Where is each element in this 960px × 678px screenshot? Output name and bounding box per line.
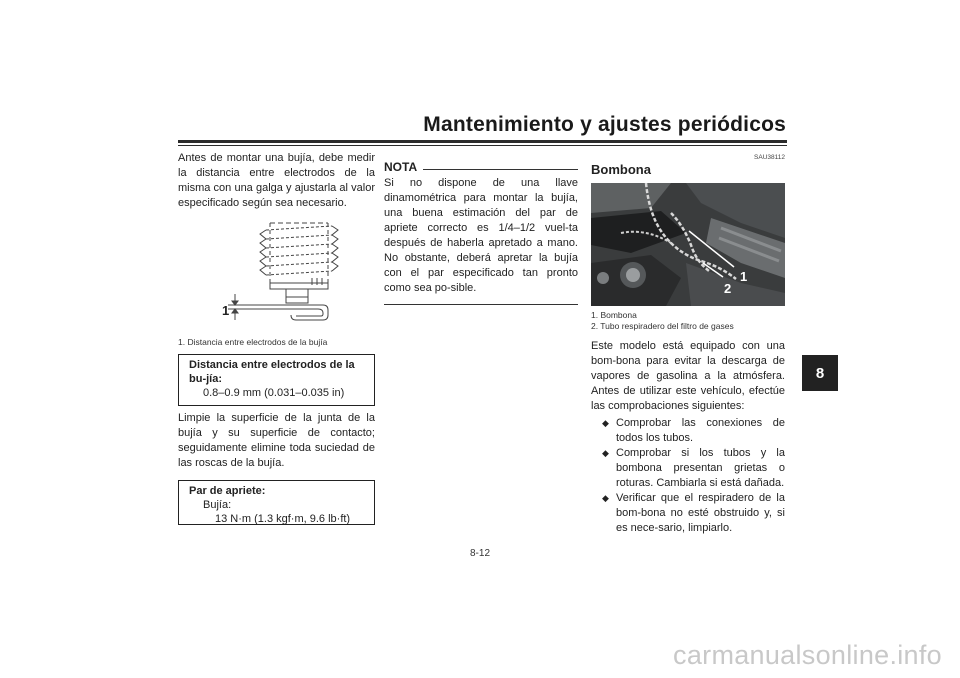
figure-callout-1: 1 [222, 303, 230, 318]
canister-body: Este modelo está equipado con una bom-bona para evitar la descarga de vapores de gasolina a la atmósfera. Antes de utilizar este vehículo, efectúe las comprobaciones siguientes: [591, 340, 785, 412]
nota-rule [423, 169, 578, 170]
torque-spec-box [178, 480, 375, 525]
gap-spec-box [178, 354, 375, 406]
list-item-text: Comprobar las conexiones de todos los tubos. [616, 417, 785, 444]
spark-plug-figure [178, 218, 375, 323]
middle-column [384, 151, 578, 305]
nota-text: Si no dispone de una llave dinamométrica para montar la bujía, una buena estimación del par de apriete correcto es 1/4–1/2 vuel-ta después de haberla apretado a mano. No obstante, deberá apretar la bujía con el par especificado tan pronto como sea po-sible. [384, 177, 578, 294]
photo-caption-1: 1. Bombona [591, 310, 637, 320]
left-column [178, 151, 375, 525]
list-item [591, 491, 785, 536]
clean-instructions: Limpie la superficie de la junta de la bujía y su superficie de contacto; seguidamente elimine toda suciedad de las roscas de la bujía. [178, 412, 375, 469]
photo-caption-2: 2. Tubo respiradero del filtro de gases [591, 321, 734, 331]
bullet-diamond-icon: ◆ [602, 418, 609, 428]
header-rule [178, 140, 787, 143]
gap-spec-title: Distancia entre electrodos de la bu-jía: [189, 359, 355, 385]
section-title: Bombona [591, 162, 651, 177]
torque-spec-title: Par de apriete: [189, 485, 266, 497]
list-item-text: Verificar que el respiradero de la bom-bona no esté obstruido y, si es nece-sario, limpiarlo. [616, 492, 785, 534]
watermark: carmanualsonline.info [673, 640, 942, 670]
gap-spec-value: 0.8–0.9 mm (0.031–0.035 in) [203, 387, 345, 399]
nota-end-rule [384, 304, 578, 305]
spark-plug-diagram [178, 218, 375, 323]
check-list [591, 416, 785, 536]
nota-title: NOTA [384, 160, 418, 174]
page-number: 8-12 [469, 548, 490, 559]
torque-spec-value: 13 N·m (1.3 kgf·m, 9.6 lb·ft) [215, 513, 351, 525]
canister-photo-drawing [591, 183, 785, 306]
bullet-diamond-icon: ◆ [602, 448, 609, 458]
torque-spec-item: Bujía: [203, 499, 232, 511]
photo-label-2: 2 [724, 281, 732, 296]
bullet-diamond-icon: ◆ [602, 493, 609, 503]
section-code: SAU38112 [754, 154, 785, 161]
figure-caption: 1. Distancia entre electrodos de la bujía [178, 337, 328, 347]
page-header-title: Mantenimiento y ajustes periódicos [423, 113, 786, 136]
header-rule-thin [178, 145, 787, 146]
list-item [591, 446, 785, 491]
right-column [591, 151, 785, 536]
list-item-text: Comprobar si los tubos y la bombona presentan grietas o roturas. Cambiarla si está dañada. [616, 447, 785, 489]
nota-heading [384, 160, 578, 175]
spark-plug-intro: Antes de montar una bujía, debe medir la distancia entre electrodos de la misma con una galga y ajustarla al valor especificado según sea necesario. [178, 152, 375, 209]
photo-label-1: 1 [740, 269, 748, 284]
list-item [591, 416, 785, 446]
canister-photo [591, 183, 785, 306]
chapter-tab: 8 [802, 355, 838, 391]
